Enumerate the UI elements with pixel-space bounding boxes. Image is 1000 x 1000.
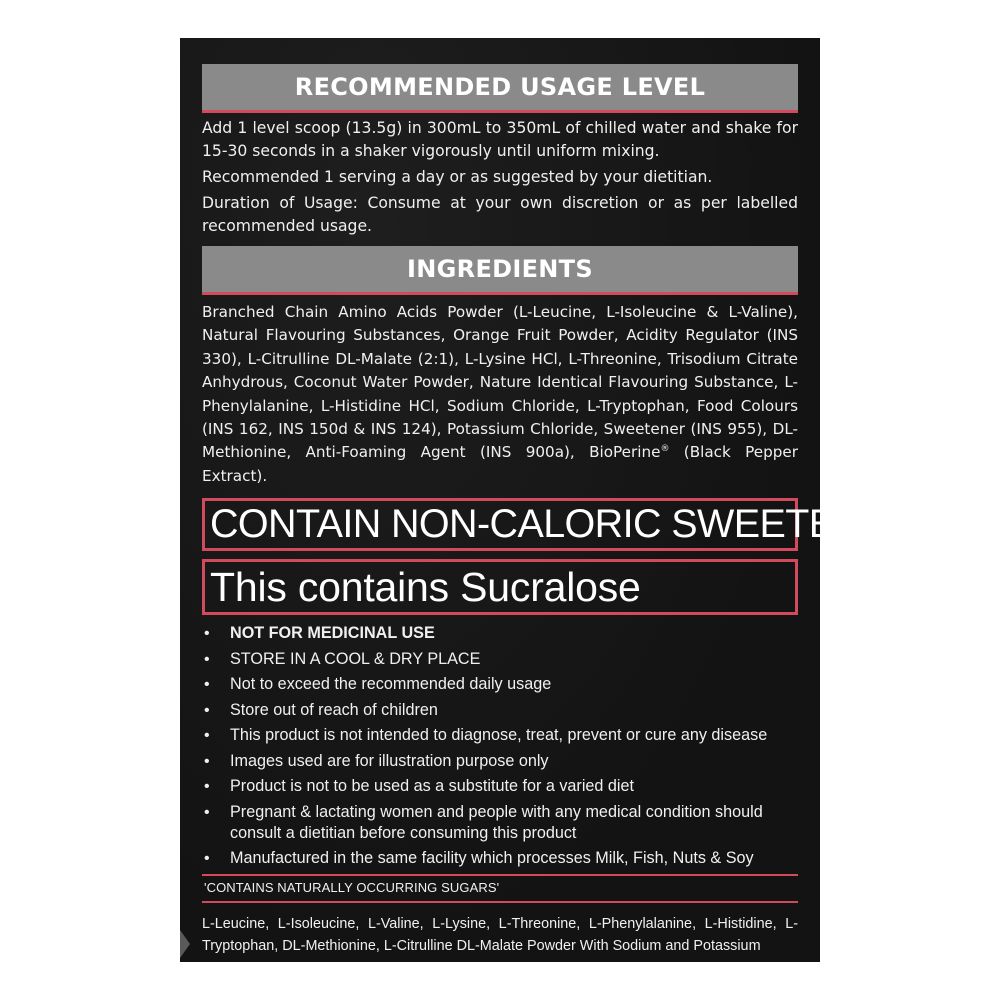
list-item: • Product is not to be used as a substitute for a varied diet (204, 777, 635, 796)
label-content (202, 64, 917, 971)
ingredients-header: INGREDIENTS (202, 246, 798, 295)
usage-paragraph-2: Recommended 1 serving a day or as suggested by your dietitian. (202, 168, 713, 186)
divider-bottom (202, 901, 798, 903)
bullet-icon: • (204, 778, 210, 796)
sucralose-warning: This contains Sucralose (202, 559, 798, 615)
bullet-icon: • (204, 650, 210, 668)
list-item: • This product is not intended to diagnose, treat, prevent or cure any disease (204, 726, 768, 745)
list-item: • Manufactured in the same facility which processes Milk, Fish, Nuts & Soy (204, 849, 754, 868)
bullet-icon: • (204, 752, 210, 770)
naturally-occurring-sugars-note: 'CONTAINS NATURALLY OCCURRING SUGARS' (204, 879, 500, 895)
panel-fold-mark (180, 930, 190, 958)
ingredients-list: Branched Chain Amino Acids Powder (L-Leucine, L-Isoleucine & L-Valine), Natural Flavouring Substances, Orange Fruit Powder, Acidity Regulator (INS 330), L-Citrulline DL-Malate (2:1), L-Lysine HCl, L-Threonine, Trisodium Citrate Anhydrous, Coconut Water Powder, Nature Identical Flavouring Substance, L-Phenylalanine, L-Histidine HCl, Sodium Chloride, L-Tryptophan, Food Colours (INS 162, INS 150d & INS 124), Potassium Chloride, Sweetener (INS 955), DL-Methionine, Anti-Foaming Agent (INS 900a), BioPerine (202, 303, 798, 462)
non-caloric-sweetener-warning: CONTAIN NON-CALORIC SWEETENER (202, 498, 798, 551)
ingredients-text (202, 301, 798, 488)
bullet-icon: • (204, 625, 210, 643)
registered-mark: ® (660, 444, 670, 455)
amino-acid-list: L-Leucine, L-Isoleucine, L-Valine, L-Lysine, L-Threonine, L-Phenylalanine, L-Histidine, L-Tryptophan, DL-Methionine, L-Citrulline DL-Malate Powder With Sodium and Potassium (202, 915, 798, 954)
list-item: • Not to exceed the recommended daily usage (204, 675, 552, 694)
list-item: • Store out of reach of children (204, 700, 438, 719)
list-item: • Pregnant & lactating women and people with any medical condition should consult a dietitian before consuming this product (204, 802, 763, 842)
bullet-icon: • (204, 676, 210, 694)
bullet-icon: • (204, 850, 210, 868)
bullet-icon: • (204, 727, 210, 745)
ingredients-tail: (Black Pepper Extract). (202, 443, 798, 485)
label-panel (180, 38, 917, 962)
usage-paragraph-3: Duration of Usage: Consume at your own discretion or as per labelled recommended usage. (202, 194, 798, 235)
bullet-icon: • (204, 701, 210, 719)
usage-header: RECOMMENDED USAGE LEVEL (202, 64, 798, 113)
bullet-icon: • (204, 803, 210, 821)
list-item: • STORE IN A COOL & DRY PLACE (204, 649, 481, 668)
caution-list (202, 623, 798, 869)
list-item: • Images used are for illustration purpose only (204, 751, 549, 770)
list-item: • NOT FOR MEDICINAL USE (204, 624, 435, 643)
usage-paragraph-1: Add 1 level scoop (13.5g) in 300mL to 350mL of chilled water and shake for 15-30 seconds in a shaker vigorously until uniform mixing. (202, 119, 798, 160)
